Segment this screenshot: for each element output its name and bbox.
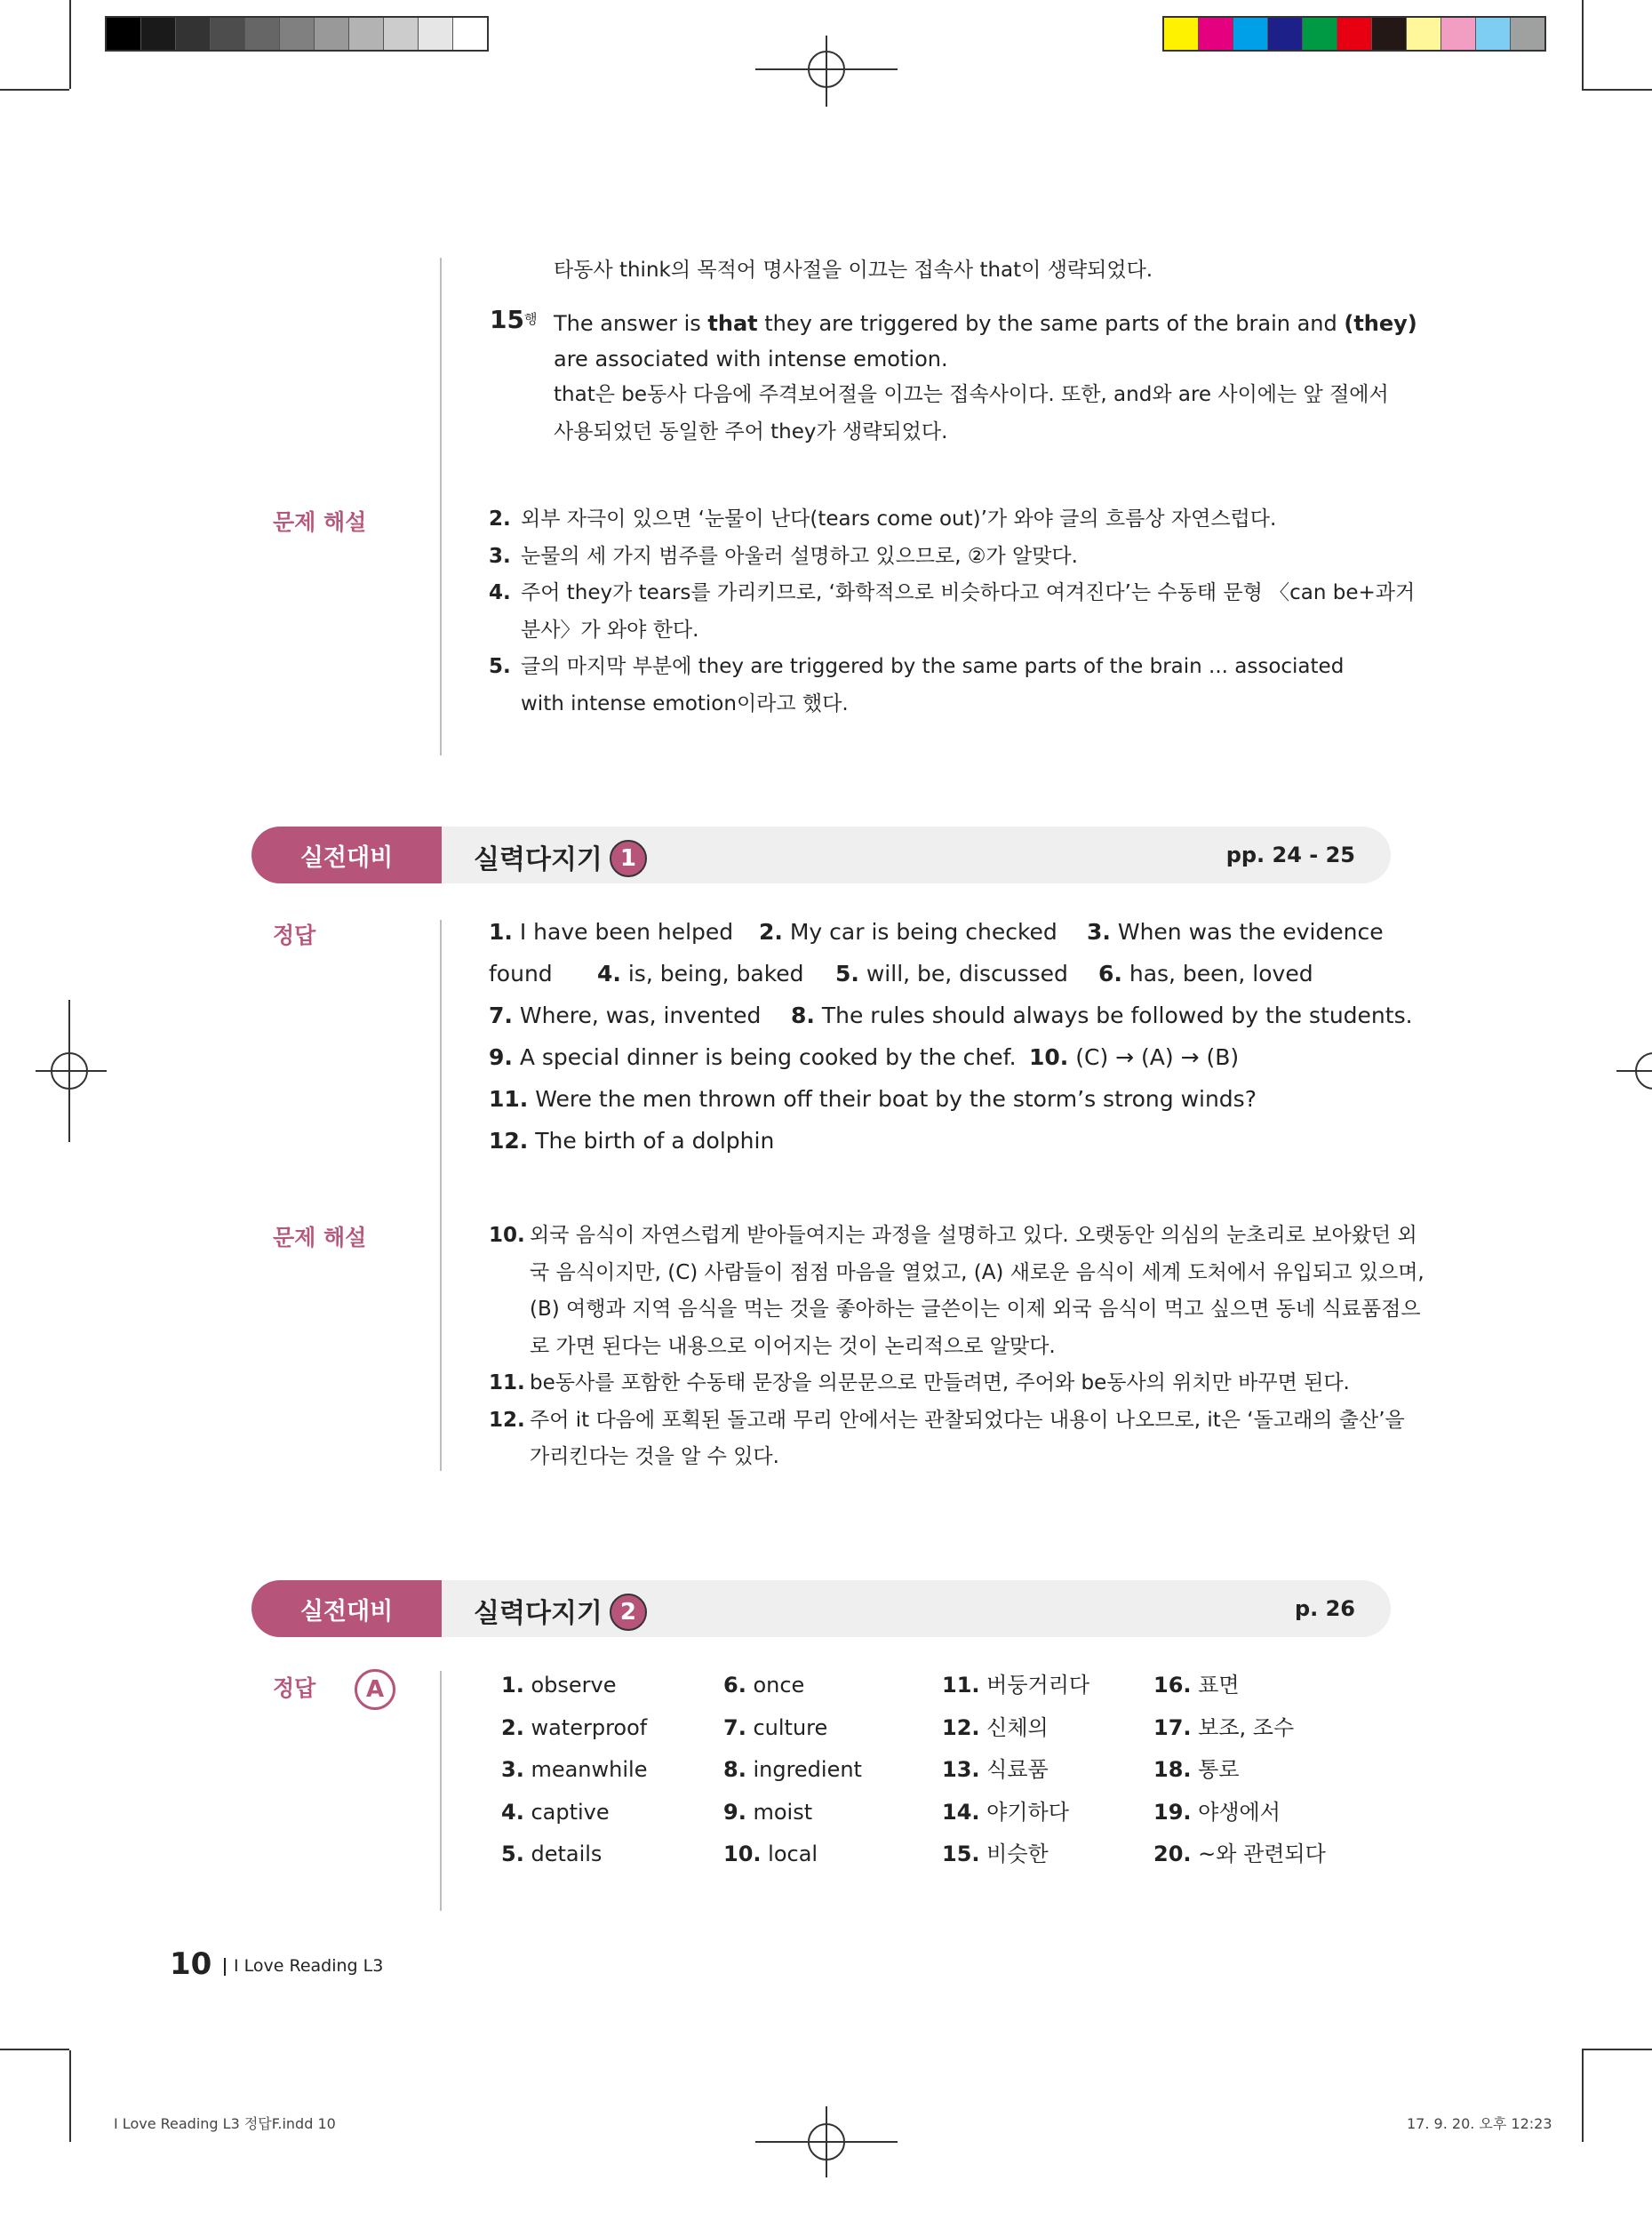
- item-text: 외국 음식이 자연스럽게 받아들여지는 과정을 설명하고 있다. 오랫동안 의심의 눈초리로 보아왔던 외: [530, 1224, 1417, 1247]
- vocab-item: [501, 1749, 647, 1792]
- item-text: 주어 it 다음에 포획된 돌고래 무리 안에서는 관찰되었다는 내용이 나오므로, it은 ‘돌고래의 출산’을: [530, 1408, 1405, 1432]
- answer-item: [597, 955, 804, 993]
- vocab-word: meanwhile: [523, 1757, 648, 1782]
- vocab-number: 10.: [723, 1842, 762, 1866]
- answer-number: 3.: [1087, 919, 1111, 945]
- answer-text: My car is being checked: [782, 919, 1057, 945]
- color-swatch-1: [1199, 18, 1233, 50]
- item-number: 5.: [489, 655, 511, 678]
- gray-swatch-bar: [105, 16, 489, 52]
- vocab-word: moist: [746, 1799, 813, 1825]
- list-item: [489, 1217, 1417, 1254]
- vocab-item: [723, 1834, 818, 1876]
- vocab-word: 보조, 조수: [1191, 1714, 1295, 1740]
- color-swatch-0: [1164, 18, 1199, 50]
- answer-item: [489, 955, 553, 993]
- item-text: 눈물의 세 가지 범주를 아울러 설명하고 있으므로, ②가 알맞다.: [521, 544, 1078, 568]
- banner-body: [442, 827, 1391, 883]
- footer-separator: [224, 1958, 226, 1976]
- vocab-word: observe: [523, 1673, 617, 1698]
- vocab-number: 4.: [501, 1799, 524, 1825]
- vocab-number: 6.: [723, 1673, 746, 1698]
- gray-swatch-2: [176, 18, 211, 50]
- vocab-number: 20.: [1153, 1842, 1192, 1866]
- vocab-number: 11.: [942, 1673, 980, 1698]
- banner-number: 2: [610, 1594, 647, 1631]
- answer-number: 11.: [489, 1086, 529, 1112]
- vocab-number: 8.: [723, 1757, 746, 1782]
- item-text: be동사를 포함한 수동태 문장을 의문문으로 만들려면, 주어와 be동사의 위치만 바꾸면 된다.: [530, 1371, 1350, 1394]
- item-text: with intense emotion이라고 했다.: [521, 691, 849, 715]
- color-swatch-4: [1303, 18, 1337, 50]
- vocab-item: [723, 1707, 827, 1750]
- answer-text: The rules should always be followed by the students.: [814, 1003, 1413, 1028]
- example-part-d: (they): [1344, 311, 1417, 336]
- vocab-word: 표면: [1191, 1673, 1240, 1698]
- vocab-word: once: [746, 1673, 805, 1698]
- section-banner-1: [251, 827, 1391, 883]
- vocab-word: details: [523, 1842, 603, 1866]
- example-sentence-cont: are associated with intense emotion.: [554, 347, 948, 371]
- gray-swatch-10: [453, 18, 487, 50]
- item-number: 10.: [489, 1224, 525, 1247]
- answer-text: When was the evidence: [1110, 919, 1384, 945]
- item-number: 11.: [489, 1371, 525, 1394]
- vocab-item: [501, 1707, 647, 1750]
- vocab-number: 18.: [1153, 1757, 1192, 1782]
- vocab-number: 3.: [501, 1757, 524, 1782]
- vocab-number: 7.: [723, 1714, 746, 1740]
- answer-number: 2.: [759, 919, 783, 945]
- divider-section2: [440, 920, 442, 1471]
- vocab-item: [723, 1665, 804, 1707]
- list-item: [489, 1364, 1350, 1402]
- color-swatch-2: [1233, 18, 1268, 50]
- banner-title: [474, 1591, 647, 1634]
- vocab-item: [723, 1749, 862, 1792]
- vocab-item: [942, 1665, 1089, 1707]
- answer-item: [1029, 1039, 1239, 1076]
- color-swatch-7: [1407, 18, 1441, 50]
- vocab-word: 신체의: [979, 1714, 1049, 1740]
- answer-item: [489, 1122, 774, 1160]
- slug-timestamp: 17. 9. 20. 오후 12:23: [1407, 2115, 1552, 2132]
- gray-swatch-7: [349, 18, 384, 50]
- vocab-number: 17.: [1153, 1714, 1192, 1740]
- answer-item: [489, 914, 733, 951]
- vocab-word: ~와 관련되다: [1191, 1842, 1326, 1866]
- vocab-word: culture: [746, 1714, 828, 1740]
- vocab-item: [1153, 1749, 1240, 1792]
- vocab-item: [1153, 1665, 1240, 1707]
- item-number: 2.: [489, 507, 511, 531]
- answer-item: [835, 955, 1068, 993]
- answer-text: will, be, discussed: [858, 961, 1068, 987]
- list-item: [489, 1402, 1405, 1439]
- answer-number: 6.: [1098, 961, 1122, 987]
- item-text: 분사〉가 와야 한다.: [521, 618, 699, 642]
- answer-item: [791, 997, 1413, 1035]
- banner-pages: pp. 24 - 25: [1225, 843, 1355, 867]
- banner-tag: 실전대비: [251, 1580, 442, 1637]
- vocab-number: 16.: [1153, 1673, 1192, 1698]
- vocab-word: waterproof: [523, 1714, 648, 1740]
- item-text: 국 음식이지만, (C) 사람들이 점점 마음을 열었고, (A) 새로운 음식이 세계 도처에서 유입되고 있으며,: [530, 1260, 1425, 1284]
- gray-swatch-5: [280, 18, 315, 50]
- answer-text: I have been helped: [512, 919, 734, 945]
- vocab-number: 2.: [501, 1714, 524, 1740]
- answer-text: is, being, baked: [620, 961, 804, 987]
- vocab-item: [501, 1834, 602, 1876]
- grammar-note-line: 타동사 think의 목적어 명사절을 이끄는 접속사 that이 생략되었다.: [554, 259, 1153, 282]
- answer-number: 7.: [489, 1003, 513, 1028]
- list-item: [489, 1290, 1421, 1328]
- list-item: [489, 685, 849, 723]
- answers-label-1: 정답: [273, 923, 316, 948]
- banner-title: [474, 837, 647, 880]
- vocab-number: 15.: [942, 1842, 980, 1866]
- item-text: 글의 마지막 부분에 they are triggered by the same parts of the brain ... associated: [521, 655, 1345, 678]
- answer-item: [1087, 914, 1384, 951]
- vocab-item: [942, 1834, 1049, 1876]
- answer-item: [489, 997, 761, 1035]
- vocab-word: 야기하다: [979, 1799, 1069, 1825]
- gray-swatch-0: [107, 18, 141, 50]
- answer-number: 8.: [791, 1003, 815, 1028]
- gray-swatch-1: [141, 18, 176, 50]
- list-item: [489, 611, 698, 649]
- vocab-word: local: [761, 1842, 818, 1866]
- footer-book-title: I Love Reading L3: [234, 1956, 384, 1976]
- banner-pages: p. 26: [1294, 1596, 1355, 1621]
- answer-text: Where, was, invented: [512, 1003, 762, 1028]
- part-a-badge: A: [355, 1669, 395, 1710]
- list-item: [489, 1438, 779, 1475]
- item-number: 3.: [489, 544, 511, 568]
- vocab-word: 통로: [1191, 1757, 1240, 1782]
- answer-item: [489, 1039, 1017, 1076]
- explanation-label-1: 문제 해설: [273, 509, 367, 535]
- explanation-label-2: 문제 해설: [273, 1225, 367, 1250]
- list-item: [489, 574, 1415, 611]
- color-swatch-8: [1441, 18, 1476, 50]
- answer-text: A special dinner is being cooked by the chef.: [512, 1044, 1017, 1070]
- list-item: [489, 648, 1344, 685]
- vocab-number: 9.: [723, 1799, 746, 1825]
- vocab-number: 14.: [942, 1799, 980, 1825]
- color-swatch-5: [1337, 18, 1372, 50]
- color-swatch-6: [1372, 18, 1407, 50]
- answer-number: 12.: [489, 1128, 529, 1154]
- item-number: 12.: [489, 1408, 525, 1432]
- list-item: [489, 500, 1276, 538]
- item-text: 로 가면 된다는 내용으로 이어지는 것이 논리적으로 알맞다.: [530, 1334, 1056, 1358]
- example-part-a: The answer is: [554, 311, 708, 336]
- registration-mark-top: [755, 0, 898, 142]
- registration-mark-left: [0, 1000, 142, 1142]
- line-marker: 행: [524, 311, 538, 327]
- vocab-item: [1153, 1707, 1294, 1750]
- answer-text: found: [489, 961, 553, 987]
- vocab-item: [501, 1792, 610, 1834]
- vocab-word: ingredient: [746, 1757, 862, 1782]
- vocab-item: [1153, 1834, 1326, 1876]
- item-text: 주어 they가 tears를 가리키므로, ‘화학적으로 비슷하다고 여겨진다’는 수동태 문형 〈can be+과거: [521, 581, 1416, 604]
- slug-file-info: I Love Reading L3 정답F.indd 10: [114, 2115, 336, 2132]
- item-text: (B) 여행과 지역 음식을 먹는 것을 좋아하는 글쓴이는 이제 외국 음식이 먹고 싶으면 동네 식료품점으: [530, 1298, 1421, 1321]
- line-number-15: 15: [490, 305, 524, 334]
- vocab-number: 1.: [501, 1673, 524, 1698]
- color-swatch-9: [1476, 18, 1511, 50]
- banner-title-text: 실력다지기: [474, 1598, 603, 1629]
- grammar-note-3: 사용되었던 동일한 주어 they가 생략되었다.: [554, 420, 948, 443]
- color-swatch-bar: [1162, 16, 1546, 52]
- answer-number: 9.: [489, 1044, 513, 1070]
- banner-tag: 실전대비: [251, 827, 442, 883]
- gray-swatch-9: [419, 18, 453, 50]
- gray-swatch-3: [211, 18, 245, 50]
- answer-text: (C) → (A) → (B): [1068, 1044, 1240, 1070]
- vocab-number: 19.: [1153, 1799, 1192, 1825]
- banner-title-text: 실력다지기: [474, 844, 603, 875]
- answers-label-2: 정답: [273, 1675, 316, 1701]
- vocab-word: 버둥거리다: [979, 1673, 1090, 1698]
- answer-item: [759, 914, 1057, 951]
- answer-number: 5.: [835, 961, 859, 987]
- grammar-note-2: that은 be동사 다음에 주격보어절을 이끄는 접속사이다. 또한, and와 are 사이에는 앞 절에서: [554, 383, 1389, 406]
- answer-text: has, been, loved: [1121, 961, 1313, 987]
- gray-swatch-8: [384, 18, 419, 50]
- vocab-number: 12.: [942, 1714, 980, 1740]
- vocab-word: captive: [523, 1799, 610, 1825]
- list-item: [489, 1254, 1425, 1291]
- vocab-word: 비슷한: [979, 1842, 1049, 1866]
- answer-item: [1098, 955, 1313, 993]
- vocab-item: [1153, 1792, 1281, 1834]
- gray-swatch-4: [245, 18, 280, 50]
- answer-item: [489, 1081, 1257, 1118]
- item-text: 가리킨다는 것을 알 수 있다.: [530, 1445, 779, 1468]
- page-number: 10: [170, 1946, 212, 1982]
- section-banner-2: [251, 1580, 1391, 1637]
- vocab-number: 13.: [942, 1757, 980, 1782]
- list-item: [489, 538, 1078, 575]
- vocab-word: 야생에서: [1191, 1799, 1281, 1825]
- example-sentence: [554, 305, 1417, 342]
- answer-text: Were the men thrown off their boat by the storm’s strong winds?: [528, 1086, 1257, 1112]
- banner-number: 1: [610, 840, 647, 877]
- answer-text: The birth of a dolphin: [528, 1128, 775, 1154]
- divider-section3: [440, 1671, 442, 1911]
- color-swatch-3: [1268, 18, 1303, 50]
- vocab-item: [942, 1749, 1049, 1792]
- answer-number: 10.: [1029, 1044, 1069, 1070]
- banner-body: [442, 1580, 1391, 1637]
- item-text: 외부 자극이 있으면 ‘눈물이 난다(tears come out)’가 와야 글의 흐름상 자연스럽다.: [521, 507, 1277, 531]
- vocab-item: [942, 1792, 1069, 1834]
- registration-mark-bottom: [755, 2071, 898, 2213]
- vocab-item: [723, 1792, 812, 1834]
- item-number: 4.: [489, 581, 511, 604]
- list-item: [489, 1328, 1056, 1365]
- vocab-word: 식료품: [979, 1757, 1049, 1782]
- answer-number: 1.: [489, 919, 513, 945]
- example-part-c: they are triggered by the same parts of the brain and: [757, 311, 1345, 336]
- vocab-item: [501, 1665, 616, 1707]
- example-part-b: that: [707, 311, 758, 336]
- color-swatch-10: [1511, 18, 1544, 50]
- registration-mark-right: [1581, 1000, 1652, 1142]
- divider-section1: [440, 258, 442, 755]
- answer-number: 4.: [597, 961, 621, 987]
- gray-swatch-6: [315, 18, 349, 50]
- vocab-item: [942, 1707, 1049, 1750]
- vocab-number: 5.: [501, 1842, 524, 1866]
